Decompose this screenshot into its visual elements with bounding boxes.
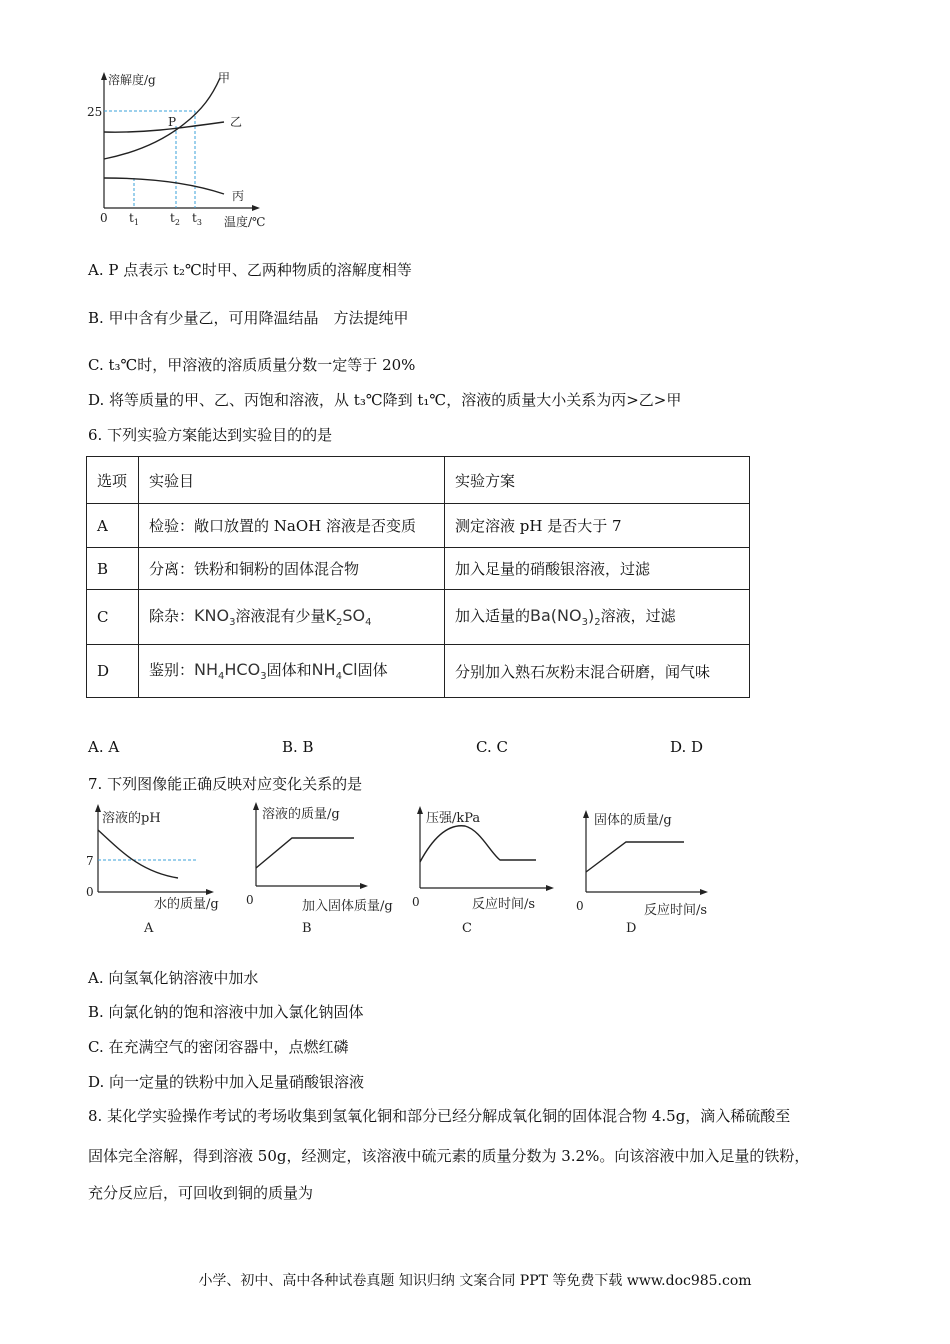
q7-option-b: B. 向氯化钠的饱和溶液中加入氯化钠固体 — [88, 1003, 364, 1021]
graph-origin: 0 — [100, 211, 108, 225]
table-row: D 鉴别：$NH_4HCO_3$固体和$NH_4Cl$固体 分别加入熟石灰粉末混合研磨，闻气味 — [87, 645, 750, 698]
q7-stem: 7. 下列图像能正确反映对应变化关系的是 — [88, 775, 363, 793]
svg-text:7: 7 — [86, 854, 94, 868]
svg-text:加入固体质量/g: 加入固体质量/g — [302, 899, 393, 914]
q5-option-a: A. P 点表示 t₂℃时甲、乙两种物质的溶解度相等 — [88, 261, 412, 279]
svg-text:水的质量/g: 水的质量/g — [154, 897, 219, 912]
svg-text:0: 0 — [412, 895, 420, 909]
svg-text:0: 0 — [86, 885, 94, 899]
curve-label-bing: 丙 — [232, 189, 245, 203]
tick-t1: $t_1$ — [129, 211, 139, 227]
svg-text:溶液的质量/g: 溶液的质量/g — [262, 807, 340, 822]
graph-d — [576, 810, 708, 936]
curve-label-yi: 乙 — [230, 115, 243, 129]
q8-line-1: 8. 某化学实验操作考试的考场收集到氢氧化铜和部分已经分解成氧化铜的固体混合物 4.5g，滴入稀硫酸至 — [88, 1107, 791, 1125]
curve-yi — [104, 122, 224, 132]
table-row: C 除杂：$KNO_3$溶液混有少量$K_2SO_4$ 加入适量的$Ba(NO_3)_2$溶液，过滤 — [87, 590, 750, 645]
q7-option-d: D. 向一定量的铁粉中加入足量硝酸银溶液 — [88, 1073, 365, 1091]
q6-answer-c: C. C — [476, 738, 508, 756]
header-option: 选项 — [87, 457, 139, 504]
q6-stem: 6. 下列实验方案能达到实验目的的是 — [88, 426, 333, 444]
svg-text:固体的质量/g: 固体的质量/g — [594, 813, 672, 828]
q6-table — [86, 456, 750, 698]
svg-text:D: D — [626, 921, 637, 936]
svg-text:压强/kPa: 压强/kPa — [426, 811, 481, 826]
svg-text:A: A — [144, 921, 154, 936]
svg-text:C: C — [462, 921, 472, 936]
q6-answer-d: D. D — [670, 738, 704, 756]
graph-ylabel: 溶解度/g — [108, 73, 156, 87]
q8-line-2: 固体完全溶解，得到溶液 50g，经测定，该溶液中硫元素的质量分数为 3.2%。向该溶液中加入足量的铁粉， — [88, 1147, 810, 1165]
table-header-row — [87, 457, 750, 504]
svg-text:0: 0 — [576, 899, 584, 913]
graph-b — [246, 802, 393, 936]
q8-line-3: 充分反应后，可回收到铜的质量为 — [88, 1184, 314, 1202]
q5-option-d: D. 将等质量的甲、乙、丙饱和溶液，从 t₃℃降到 t₁℃，溶液的质量大小关系为丙>乙>甲 — [88, 391, 682, 409]
graph-point: P — [168, 115, 177, 129]
table-row: B 分离：铁粉和铜粉的固体混合物 加入足量的硝酸银溶液，过滤 — [87, 548, 750, 590]
q5-option-b: B. 甲中含有少量乙，可用降温结晶 方法提纯甲 — [88, 309, 409, 327]
curve-bing — [104, 178, 224, 194]
svg-text:反应时间/s: 反应时间/s — [644, 903, 708, 918]
tick-t3: $t_3$ — [192, 211, 202, 227]
curve-jia — [104, 78, 220, 159]
q6-answer-b: B. B — [282, 738, 314, 756]
solubility-graph — [84, 66, 284, 236]
q6-answer-a: A. A — [88, 738, 120, 756]
header-plan: 实验方案 — [445, 457, 750, 504]
header-goal: 实验目 — [139, 457, 445, 504]
q7-option-a: A. 向氢氧化钠溶液中加水 — [88, 969, 259, 987]
q7-option-c: C. 在充满空气的密闭容器中，点燃红磷 — [88, 1038, 349, 1056]
graph-ytick: 25 — [87, 105, 103, 119]
q7-graphs — [80, 802, 740, 942]
table-row: A 检验：敞口放置的 NaOH 溶液是否变质 测定溶液 pH 是否大于 7 — [87, 504, 750, 548]
svg-text:B: B — [302, 921, 312, 936]
graph-c — [412, 806, 554, 936]
graph-a — [86, 804, 219, 936]
tick-t2: $t_2$ — [170, 211, 180, 227]
curve-label-jia: 甲 — [218, 71, 231, 85]
svg-text:0: 0 — [246, 893, 254, 907]
graph-xlabel: 温度/℃ — [224, 215, 266, 229]
q5-option-c: C. t₃℃时，甲溶液的溶质质量分数一定等于 20% — [88, 356, 416, 374]
svg-text:溶液的pH: 溶液的pH — [102, 811, 161, 826]
svg-text:反应时间/s: 反应时间/s — [472, 897, 536, 912]
page-footer: 小学、初中、高中各种试卷真题 知识归纳 文案合同 PPT 等免费下载 www.doc985.com — [198, 1273, 752, 1289]
